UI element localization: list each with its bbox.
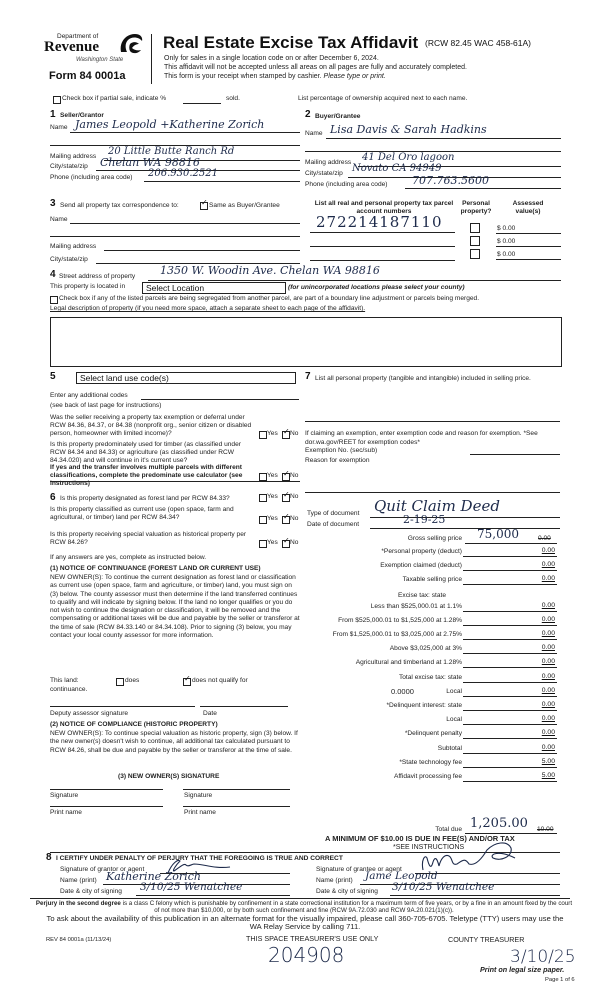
current-use-yes-checkbox[interactable] <box>259 516 267 524</box>
land-use-select[interactable]: Select land use code(s) <box>76 372 296 384</box>
assessed-value-header: Assessed value(s) <box>512 200 544 215</box>
partial-sale-checkbox[interactable] <box>53 96 61 104</box>
exemption-reason-label: Reason for exemption <box>305 457 370 464</box>
buyer-mailing-field[interactable]: 41 Del Oro lagoon <box>362 152 455 163</box>
perjury-notice-text: is a class C felony which is punishable by confinement in a state correctional institution for a maximum term of five years, or by a fine in an amount fixed by the court of not more than $10,000, or by both such confinement and fine (RCW 9A.72.030 and RCW 9A.20.021(1)(c)). <box>120 900 573 914</box>
segregated-label: Check box if any of the listed parcels are being segregated from another parcel, are part of a boundary line adjustment or parcels being merged. <box>59 295 480 302</box>
calc-label: *Delinquent penalty <box>404 730 462 738</box>
treasurer-date: 3/10/25 <box>510 947 576 967</box>
same-as-buyer-label: Same as Buyer/Grantee <box>209 202 280 209</box>
section-5-number: 5 <box>50 371 56 382</box>
personal-property-header: Personal property? <box>460 200 492 215</box>
calc-value[interactable]: 0.00 <box>541 715 555 723</box>
exemption-number-label: Exemption No. (sec/sub) <box>305 447 378 454</box>
header-note-3 <box>164 73 386 81</box>
signature-label: Signature <box>50 792 79 799</box>
seller-name-field[interactable]: James Leopold +Katherine Zorich <box>75 118 265 131</box>
yes-label: Yes <box>267 539 278 546</box>
document-date-field[interactable]: 2-19-25 <box>403 513 446 526</box>
dor-swoosh-icon <box>118 32 144 56</box>
grantor-date-city-label: Date & city of signing <box>60 888 122 895</box>
section-7-number: 7 <box>305 371 311 382</box>
new-owner-signature-field[interactable] <box>183 789 290 790</box>
grantee-name-field[interactable]: Jame Leopold <box>365 870 438 882</box>
personal-property-checkbox[interactable] <box>470 249 480 259</box>
exemption-reason-field[interactable] <box>305 492 560 493</box>
calc-label: Above $3,025,000 at 3% <box>389 645 462 653</box>
calc-value[interactable]: 0.00 <box>541 701 555 708</box>
calc-value[interactable]: 0.00 <box>541 561 555 569</box>
timber-agriculture-no-checkbox[interactable] <box>282 473 290 481</box>
same-as-buyer-checkbox[interactable] <box>200 202 208 210</box>
forest-land-no-checkbox[interactable] <box>282 494 290 502</box>
correspondence-label: Send all property tax correspondence to: <box>60 202 179 209</box>
see-instructions-note: *SEE INSTRUCTIONS <box>393 844 465 851</box>
section-6-number: 6 <box>50 492 56 503</box>
gross-selling-price-struck: 0.00 <box>538 535 551 542</box>
print-name-label: Print name <box>50 809 82 816</box>
calc-value[interactable]: 0.00 <box>541 743 555 751</box>
parcel-number-field[interactable] <box>310 249 455 259</box>
correspondence-name-field[interactable] <box>70 223 300 224</box>
buyer-name-label: Name <box>305 130 323 137</box>
calc-value[interactable]: 0.00 <box>541 575 555 583</box>
logo-revenue-text: Revenue <box>44 39 99 55</box>
seller-name-label: Name <box>50 124 68 131</box>
gross-selling-price-label: Gross selling price <box>407 535 462 542</box>
buyer-mailing-label: Mailing address <box>305 159 352 166</box>
assessed-value[interactable]: $ 0.00 <box>497 225 516 232</box>
seller-mailing-field[interactable]: 20 Little Butte Ranch Rd <box>108 146 235 157</box>
calc-value[interactable]: 0.00 <box>541 547 555 554</box>
segregated-checkbox[interactable] <box>50 296 58 304</box>
deputy-assessor-label: Deputy assessor signature <box>50 710 129 717</box>
header-note-italic: Please type or print. <box>323 73 386 80</box>
personal-property-checkbox[interactable] <box>470 236 480 246</box>
calc-label: From $525,000.01 to $1,525,000 at 1.28% <box>338 616 462 624</box>
timber-agriculture-question: Is this property predominately used for timber (as classified under RCW 84.34 and 84.33) or agriculture (as classified under RCW 84.34.020) and will continue in it's current use? <box>50 441 241 464</box>
exemption-note: If claiming an exemption, enter exemption code and reason for exemption. *See dor.wa.gov/REET for exemption codes* <box>305 430 538 446</box>
header-note-3-text: This form is your receipt when stamped by cashier. <box>164 73 322 80</box>
print-name-label: Print name <box>184 809 216 816</box>
document-type-label: Type of document <box>307 510 360 517</box>
personal-property-checkbox[interactable] <box>470 223 480 233</box>
street-address-label: Street address of property <box>59 273 136 280</box>
this-land-label: This land: <box>50 677 79 684</box>
partial-sale-label: Check box if partial sale, indicate % <box>62 95 167 102</box>
parcel-numbers-header: List all real and personal property tax parcel account numbers <box>314 200 454 215</box>
yes-label: Yes <box>267 515 278 522</box>
location-select[interactable]: Select Location <box>142 282 286 294</box>
current-use-question: Is this property classified as current use (open space, farm and agricultural, or timber) land per RCW 84.34? <box>50 506 234 522</box>
yes-answers-instruction: If any answers are yes, complete as instructed below. <box>50 554 207 561</box>
calc-value[interactable]: 0.00 <box>541 615 555 623</box>
grantee-name-label: Name (print) <box>316 877 353 884</box>
print-legal-note: Print on legal size paper. <box>480 965 565 974</box>
grantor-date-city-field[interactable]: 3/10/25 Wenatchee <box>140 881 243 893</box>
personal-property-field[interactable] <box>305 421 560 422</box>
forest-land-yes-checkbox[interactable] <box>259 494 267 502</box>
calc-value[interactable]: 0.00 <box>541 658 555 666</box>
deputy-assessor-signature-field[interactable] <box>50 706 195 707</box>
correspondence-city-label: City/state/zip <box>50 256 88 263</box>
calc-label: Local <box>446 716 462 724</box>
grantor-signature-label: Signature of grantor or agent <box>60 866 145 873</box>
exemption-deferral-question: Was the seller receiving a property tax exemption or deferral under RCW 84.36, 84.37, or 84.38 (nonprofit org., senior citizen or disabled person, homeowner with limited income)? <box>50 414 252 437</box>
notice-continuance-text: NEW OWNER(S): To continue the current designation as forest land or classification as current use (open space, farm and agriculture, or timber) land, you must sign on (3) below. The county assessor must then determine if the land transferred continues to qualify and will indicate by signing below. If the land no longer qualifies or you do not wish to continue the designation or classification, it will be removed and the compensating or additional taxes will be due and payable by the seller or transferor at the time of sale (RCW 84.33.140 or 84.34.108). Prior to signing (3) below, you may contact your local county assessor for more information. <box>50 574 300 640</box>
notice-compliance-text: NEW OWNER(S): To continue special valuation as historic property, sign (3) below. If the new owner(s) doesn't wish to continue, all additional tax calculated pursuant to RCW 84.26, shall be due and payable by the seller or transferor at the time of sale. <box>50 730 298 754</box>
local-rate: 0.0000 <box>391 686 414 696</box>
land-does-checkbox[interactable] <box>116 678 124 686</box>
legal-description-label: Legal description of property (if you need more space, attach a separate sheet to each page of the affidavit). <box>50 305 366 312</box>
additional-codes-label: Enter any additional codes <box>50 392 128 399</box>
additional-codes-field[interactable] <box>141 399 299 400</box>
calc-value[interactable]: 5.00 <box>541 757 555 765</box>
land-does-label: does <box>125 677 140 684</box>
exemption-deferral-no-checkbox[interactable] <box>282 431 290 439</box>
buyer-name-field[interactable]: Lisa Davis & Sarah Hadkins <box>330 123 487 136</box>
assessed-value[interactable]: $ 0.00 <box>497 251 516 258</box>
calc-label: Subtotal <box>437 744 462 752</box>
grantee-date-city-field[interactable]: 3/10/25 Wenatchee <box>392 881 495 893</box>
land-does-not-label: does not qualify for <box>192 677 248 684</box>
total-due-label: Total due <box>435 826 462 833</box>
grantor-name-label: Name (print) <box>60 877 97 884</box>
partial-sale-suffix: sold. <box>226 95 240 102</box>
section-3-number: 3 <box>50 198 56 209</box>
gross-selling-price-field[interactable]: 75,000 <box>477 527 519 541</box>
header-divider <box>151 34 152 84</box>
located-in-label: This property is located in <box>50 283 126 290</box>
grantee-signature-label: Signature of grantee or agent <box>316 866 402 873</box>
calc-label: Local <box>446 687 462 695</box>
form-number: Form 84 0001a <box>49 70 126 82</box>
perjury-certification: I CERTIFY UNDER PENALTY OF PERJURY THAT THE FOREGOING IS TRUE AND CORRECT <box>56 855 343 862</box>
current-use-no-checkbox[interactable] <box>282 516 290 524</box>
treasurer-receipt-number: 204908 <box>268 943 345 967</box>
continuance-label: continuance. <box>50 686 88 693</box>
alternate-format-notice: To ask about the availability of this publication in an alternate format for the visually impaired, please call 360-705-6705. Teletype (TTY) users may use the WA Relay Service by calling 711. <box>46 914 564 931</box>
calc-value[interactable]: 0.00 <box>541 644 555 652</box>
logo-state-text: Washington State <box>76 57 124 63</box>
revision-number: REV 84 0001a (11/13/24) <box>46 937 112 943</box>
seller-city-field[interactable]: Chelan WA 98816 <box>100 156 200 169</box>
notice-continuance-title: (1) NOTICE OF CONTINUANCE (FOREST LAND OR CURRENT USE) <box>50 565 261 572</box>
buyer-city-field[interactable]: Novato CA 94949 <box>352 163 442 174</box>
street-address-field[interactable]: 1350 W. Woodin Ave. Chelan WA 98816 <box>160 264 380 277</box>
calc-value[interactable]: 0.00 <box>541 601 555 609</box>
calc-label: *Personal property (deduct) <box>381 548 462 555</box>
grantee-date-city-label: Date & city of signing <box>316 888 378 895</box>
forest-land-question: Is this property designated as forest land per RCW 84.33? <box>60 495 230 502</box>
yes-label: Yes <box>267 493 278 500</box>
ownership-note: List percentage of ownership acquired next to each name. <box>298 95 468 102</box>
location-note: (for unincorporated locations please select your county) <box>288 284 465 291</box>
calc-label: *State technology fee <box>399 758 462 766</box>
buyer-phone-label: Phone (including area code) <box>305 181 388 188</box>
section-2-number: 2 <box>305 109 311 120</box>
calc-label: Less than $525,000.01 at 1.1% <box>370 602 462 610</box>
calc-value[interactable]: 0.00 <box>541 672 555 680</box>
seller-phone-field[interactable]: 206.930.2521 <box>148 168 218 179</box>
exemption-number-field[interactable] <box>470 454 560 455</box>
correspondence-mailing-label: Mailing address <box>50 243 97 250</box>
yes-label: Yes <box>267 472 278 479</box>
page-title: Real Estate Excise Tax Affidavit <box>163 33 419 52</box>
assessed-value[interactable]: $ 0.00 <box>497 238 516 245</box>
partial-sale-percent-field[interactable] <box>183 103 221 104</box>
timber-agriculture-instruction: If yes and the transfer involves multiple parcels with different classifications, complete the predominate use calculator (see instructions) <box>50 464 243 487</box>
calc-label: Total excise tax: state <box>398 673 462 681</box>
seller-heading: Seller/Grantor <box>60 112 104 119</box>
document-type-field[interactable]: Quit Claim Deed <box>374 497 500 515</box>
logo-dept-text: Department of <box>57 33 99 40</box>
calc-value[interactable]: 0.00 <box>541 630 555 637</box>
buyer-phone-field[interactable]: 707.763.5600 <box>412 174 489 187</box>
calc-label: Exemption claimed (deduct) <box>380 562 462 570</box>
section-8-number: 8 <box>46 852 52 863</box>
calc-value[interactable]: 0.00 <box>541 729 555 737</box>
no-label: No <box>290 493 299 500</box>
buyer-city-label: City/state/zip <box>305 170 343 177</box>
seller-mailing-label: Mailing address <box>50 153 97 160</box>
perjury-notice-bold: Perjury in the second degree <box>35 900 121 907</box>
no-label: No <box>290 430 299 437</box>
notice-compliance-title: (2) NOTICE OF COMPLIANCE (HISTORIC PROPERTY) <box>50 721 218 728</box>
calc-label: Agricultural and timberland at 1.28% <box>355 659 462 667</box>
signature-label: Signature <box>184 792 213 799</box>
total-due-field[interactable]: 1,205.00 <box>470 816 528 831</box>
land-does-not-checkbox[interactable] <box>183 678 191 686</box>
new-owner-signature-field[interactable] <box>50 789 163 790</box>
county-treasurer-label: COUNTY TREASURER <box>448 935 525 944</box>
timber-agriculture-yes-checkbox[interactable] <box>259 473 267 481</box>
header-note-1: Only for sales in a single location code on or after December 6, 2024. <box>164 55 379 62</box>
calc-label: From $1,525,000.01 to $3,025,000 at 2.75% <box>332 631 462 638</box>
header-note-2: This affidavit will not be accepted unless all areas on all pages are fully and accurately completed. <box>164 64 467 71</box>
deputy-date-label: Date <box>203 710 217 717</box>
section-4-number: 4 <box>50 269 56 280</box>
no-label: No <box>290 515 299 522</box>
no-label: No <box>290 539 299 546</box>
deputy-assessor-date-field[interactable] <box>200 706 288 707</box>
parcel-number-field[interactable] <box>310 235 455 245</box>
legal-description-textarea[interactable] <box>50 317 562 367</box>
seller-phone-label: Phone (including area code) <box>50 174 133 181</box>
minimum-due-note: A MINIMUM OF $10.00 IS DUE IN FEE(S) AND/OR TAX <box>325 834 515 843</box>
correspondence-name-label: Name <box>50 216 68 223</box>
historic-yes-checkbox[interactable] <box>259 540 267 548</box>
new-owner-print-name-field[interactable] <box>183 806 290 807</box>
historic-no-checkbox[interactable] <box>282 540 290 548</box>
perjury-notice <box>34 900 574 914</box>
page-indicator: Page 1 of 6 <box>545 977 575 983</box>
seller-city-label: City/state/zip <box>50 163 88 170</box>
exemption-deferral-yes-checkbox[interactable] <box>259 431 267 439</box>
grantor-name-field[interactable]: Katherine Zorich <box>106 870 201 883</box>
treasurer-use-label: THIS SPACE TREASURER'S USE ONLY <box>246 934 379 943</box>
total-due-struck: 10.00 <box>537 826 554 833</box>
new-owner-print-name-field[interactable] <box>50 806 163 807</box>
calc-label: *Delinquent interest: state <box>386 702 462 709</box>
document-date-label: Date of document <box>307 521 360 528</box>
new-owner-signature-title: (3) NEW OWNER(S) SIGNATURE <box>118 773 220 780</box>
parcel-number-field[interactable]: 272214187110 <box>316 213 443 231</box>
additional-codes-note: (see back of last page for instructions) <box>50 402 162 409</box>
no-label: No <box>290 472 299 479</box>
historic-valuation-question: Is this property receiving special valuation as historical property per RCW 84.26? <box>50 531 247 547</box>
calc-value[interactable]: 0.00 <box>541 686 555 694</box>
statute-reference: (RCW 82.45 WAC 458-61A) <box>425 38 531 48</box>
yes-label: Yes <box>267 430 278 437</box>
excise-tax-heading: Excise tax: state <box>398 591 447 599</box>
section-1-number: 1 <box>50 109 56 120</box>
calc-label: Taxable selling price <box>402 576 462 584</box>
calc-label: Affidavit processing fee <box>393 773 462 780</box>
calc-value[interactable]: 5.00 <box>541 772 555 779</box>
personal-property-label: List all personal property (tangible and intangible) included in selling price. <box>315 375 531 382</box>
buyer-heading: Buyer/Grantee <box>315 113 361 120</box>
correspondence-mailing-field[interactable] <box>104 250 300 251</box>
